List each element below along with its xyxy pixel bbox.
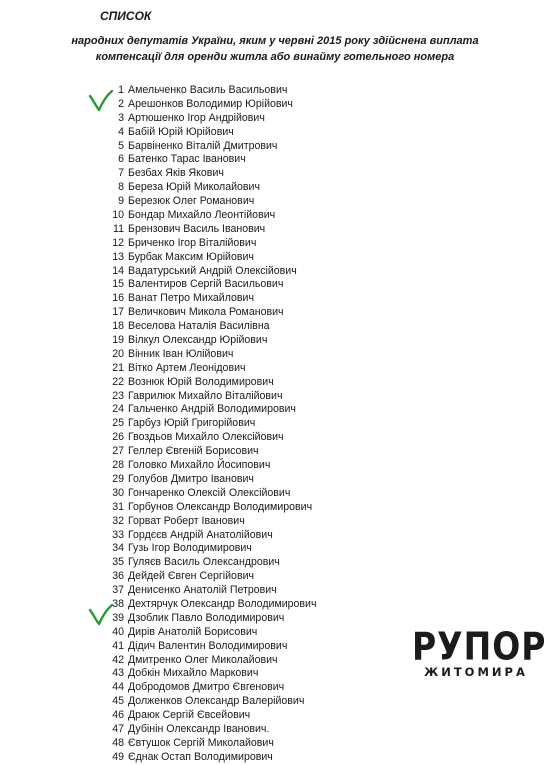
row-number: 36 xyxy=(112,570,124,583)
deputy-name: Горбунов Олександр Володимирович xyxy=(128,500,313,513)
deputy-name: Долженков Олександр Валерійович xyxy=(128,695,305,708)
deputy-name: Веселова Наталія Василівна xyxy=(128,320,270,333)
deputy-name: Вознюк Юрій Володимирович xyxy=(128,375,274,388)
list-item xyxy=(104,251,317,265)
row-number: 3 xyxy=(118,111,124,124)
row-number: 11 xyxy=(113,222,124,235)
deputy-name: Бабій Юрій Юрійович xyxy=(128,125,234,138)
list-item xyxy=(104,292,317,306)
logo-sub-text: ЖИТОМИРА xyxy=(424,665,528,679)
deputy-name: Бурбак Максим Юрійович xyxy=(128,250,254,263)
row-number: 49 xyxy=(112,750,124,763)
deputy-name: Голубов Дмитро Іванович xyxy=(128,472,254,485)
list-item xyxy=(104,473,317,487)
row-number: 17 xyxy=(112,306,124,319)
deputy-name: Березюк Олег Романович xyxy=(128,195,255,208)
row-number: 14 xyxy=(112,264,124,277)
list-item xyxy=(104,487,317,501)
list-item xyxy=(104,598,317,612)
row-number: 37 xyxy=(112,584,124,597)
deputy-name: Артюшенко Ігор Андрійович xyxy=(128,111,265,124)
subtitle-line-1: народних депутатів України, яким у червні 2015 року здійснена виплата xyxy=(71,35,479,47)
deputy-name: Вінник Іван Юлійович xyxy=(128,347,234,360)
list-item xyxy=(104,681,317,695)
list-item xyxy=(104,112,317,126)
deputy-name: Батенко Тарас Іванович xyxy=(128,153,246,166)
deputy-name: Безбах Яків Якович xyxy=(128,167,224,180)
list-item xyxy=(104,431,317,445)
list-item xyxy=(104,362,317,376)
row-number: 38 xyxy=(112,597,124,610)
row-number: 23 xyxy=(112,389,124,402)
deputy-name: Дідич Валентин Володимирович xyxy=(128,639,288,652)
deputy-name: Барвіненко Віталій Дмитрович xyxy=(128,139,278,152)
row-number: 41 xyxy=(112,639,124,652)
row-number: 33 xyxy=(112,528,124,541)
deputy-name: Головко Михайло Йосипович xyxy=(128,459,271,472)
handwritten-checkmark-icon xyxy=(88,604,114,626)
deputy-name: Горват Роберт Іванович xyxy=(128,514,245,527)
row-number: 13 xyxy=(112,250,124,263)
row-number: 39 xyxy=(112,611,124,624)
list-item xyxy=(104,348,317,362)
subtitle-line-2: компенсації для оренди житла або винайму готельного номера xyxy=(95,51,455,63)
deputy-name: Бондар Михайло Леонтійович xyxy=(128,209,276,222)
deputy-name: Дубінін Олександр Іванович. xyxy=(128,722,270,735)
list-item xyxy=(104,237,317,251)
deputy-name: Гуляєв Василь Олександрович xyxy=(128,556,280,569)
deputy-name: Гордєєв Андрій Анатолійович xyxy=(128,528,273,541)
deputy-name: Дзоблик Павло Володимирович xyxy=(128,611,285,624)
list-item xyxy=(104,306,317,320)
deputy-name: Амельченко Василь Васильович xyxy=(128,84,288,96)
row-number: 44 xyxy=(112,681,124,694)
row-number: 25 xyxy=(112,417,124,430)
list-item xyxy=(104,723,317,737)
deputy-name: Євтушок Сергій Миколайович xyxy=(128,736,274,749)
list-item xyxy=(104,542,317,556)
list-item xyxy=(104,529,317,543)
deputy-name: Гаврилюк Михайло Віталійович xyxy=(128,389,283,402)
row-number: 48 xyxy=(112,736,124,749)
row-number: 46 xyxy=(112,709,124,722)
list-item xyxy=(104,501,317,515)
deputy-name: Добродомов Дмитро Євгенович xyxy=(128,681,285,694)
list-item xyxy=(104,84,317,98)
deputy-name: Добкін Михайло Маркович xyxy=(128,667,259,680)
list-item xyxy=(104,626,317,640)
row-number: 32 xyxy=(112,514,124,527)
list-item xyxy=(104,153,317,167)
row-number: 47 xyxy=(112,722,124,735)
row-number: 1 xyxy=(118,84,124,96)
row-number: 31 xyxy=(112,500,124,513)
deputy-name: Гвоздьов Михайло Олексійович xyxy=(128,431,284,444)
deputy-name: Береза Юрій Миколайович xyxy=(128,181,260,194)
deputy-name: Драюк Сергій Євсейович xyxy=(128,709,251,722)
list-item xyxy=(104,167,317,181)
row-number: 43 xyxy=(112,667,124,680)
list-item xyxy=(104,403,317,417)
list-item xyxy=(104,709,317,723)
list-item xyxy=(104,459,317,473)
document-heading: СПИСОК xyxy=(100,9,152,23)
row-number: 26 xyxy=(112,431,124,444)
list-item xyxy=(104,515,317,529)
list-item xyxy=(104,737,317,751)
list-item xyxy=(104,584,317,598)
list-item xyxy=(104,751,317,765)
row-number: 21 xyxy=(112,361,124,374)
logo-main-text: РУПОР xyxy=(412,624,547,669)
deputy-name: Ванат Петро Михайлович xyxy=(128,292,254,305)
deputy-name: Гальченко Андрій Володимирович xyxy=(128,403,296,416)
deputy-name: Валентиров Сергій Васильович xyxy=(128,278,284,291)
list-item xyxy=(104,556,317,570)
row-number: 12 xyxy=(112,236,124,249)
list-item xyxy=(104,209,317,223)
list-item xyxy=(104,612,317,626)
list-item xyxy=(104,195,317,209)
deputy-name: Гузь Ігор Володимирович xyxy=(128,542,252,555)
list-item xyxy=(104,265,317,279)
list-item xyxy=(104,376,317,390)
deputy-name: Вітко Артем Леонідович xyxy=(128,361,246,374)
row-number: 34 xyxy=(112,542,124,555)
row-number: 7 xyxy=(118,167,124,180)
row-number: 27 xyxy=(112,445,124,458)
list-item xyxy=(104,570,317,584)
handwritten-checkmark-icon xyxy=(88,90,114,112)
list-item xyxy=(104,654,317,668)
row-number: 24 xyxy=(112,403,124,416)
row-number: 35 xyxy=(112,556,124,569)
row-number: 28 xyxy=(112,459,124,472)
row-number: 29 xyxy=(112,472,124,485)
row-number: 6 xyxy=(118,153,124,166)
deputy-name: Бриченко Ігор Віталійович xyxy=(128,236,257,249)
row-number: 2 xyxy=(118,97,124,110)
row-number: 5 xyxy=(118,139,124,152)
deputy-name: Величкович Микола Романович xyxy=(128,306,284,319)
row-number: 18 xyxy=(112,320,124,333)
row-number: 10 xyxy=(112,209,124,222)
list-item xyxy=(104,223,317,237)
row-number: 30 xyxy=(112,486,124,499)
deputy-name: Гарбуз Юрій Григорійович xyxy=(128,417,256,430)
deputy-name: Дмитренко Олег Миколайович xyxy=(128,653,278,666)
list-item xyxy=(104,140,317,154)
list-item xyxy=(104,695,317,709)
deputy-name: Денисенко Анатолій Петрович xyxy=(128,584,277,597)
document-subtitle xyxy=(0,33,550,65)
deputy-name: Вілкул Олександр Юрійович xyxy=(128,334,268,347)
list-item xyxy=(104,334,317,348)
row-number: 4 xyxy=(118,125,124,138)
deputy-name: Геллер Євгеній Борисович xyxy=(128,445,259,458)
list-item xyxy=(104,640,317,654)
row-number: 45 xyxy=(112,695,124,708)
row-number: 16 xyxy=(112,292,124,305)
deputy-name: Арешонков Володимир Юрійович xyxy=(128,97,293,110)
row-number: 15 xyxy=(112,278,124,291)
deputy-name: Вадатурський Андрій Олексійович xyxy=(128,264,297,277)
list-item xyxy=(104,126,317,140)
row-number: 20 xyxy=(112,347,124,360)
publisher-logo xyxy=(412,624,547,682)
list-item xyxy=(104,320,317,334)
list-item xyxy=(104,181,317,195)
row-number: 22 xyxy=(112,375,124,388)
deputy-name: Брензович Василь Іванович xyxy=(128,222,266,235)
row-number: 19 xyxy=(112,334,124,347)
list-item xyxy=(104,445,317,459)
deputy-name: Єднак Остап Володимирович xyxy=(128,750,273,763)
deputy-name: Дехтярчук Олександр Володимирович xyxy=(128,597,317,610)
row-number: 9 xyxy=(118,195,124,208)
list-item xyxy=(104,417,317,431)
row-number: 40 xyxy=(112,625,124,638)
deputy-name: Гончаренко Олексій Олексійович xyxy=(128,486,291,499)
deputy-name: Дейдей Євген Сергійович xyxy=(128,570,255,583)
row-number: 42 xyxy=(112,653,124,666)
deputy-name: Дирів Анатолій Борисович xyxy=(128,625,258,638)
list-item xyxy=(104,278,317,292)
row-number: 8 xyxy=(118,181,124,194)
list-item xyxy=(104,390,317,404)
list-item xyxy=(104,98,317,112)
deputy-list xyxy=(104,84,317,765)
list-item xyxy=(104,667,317,681)
